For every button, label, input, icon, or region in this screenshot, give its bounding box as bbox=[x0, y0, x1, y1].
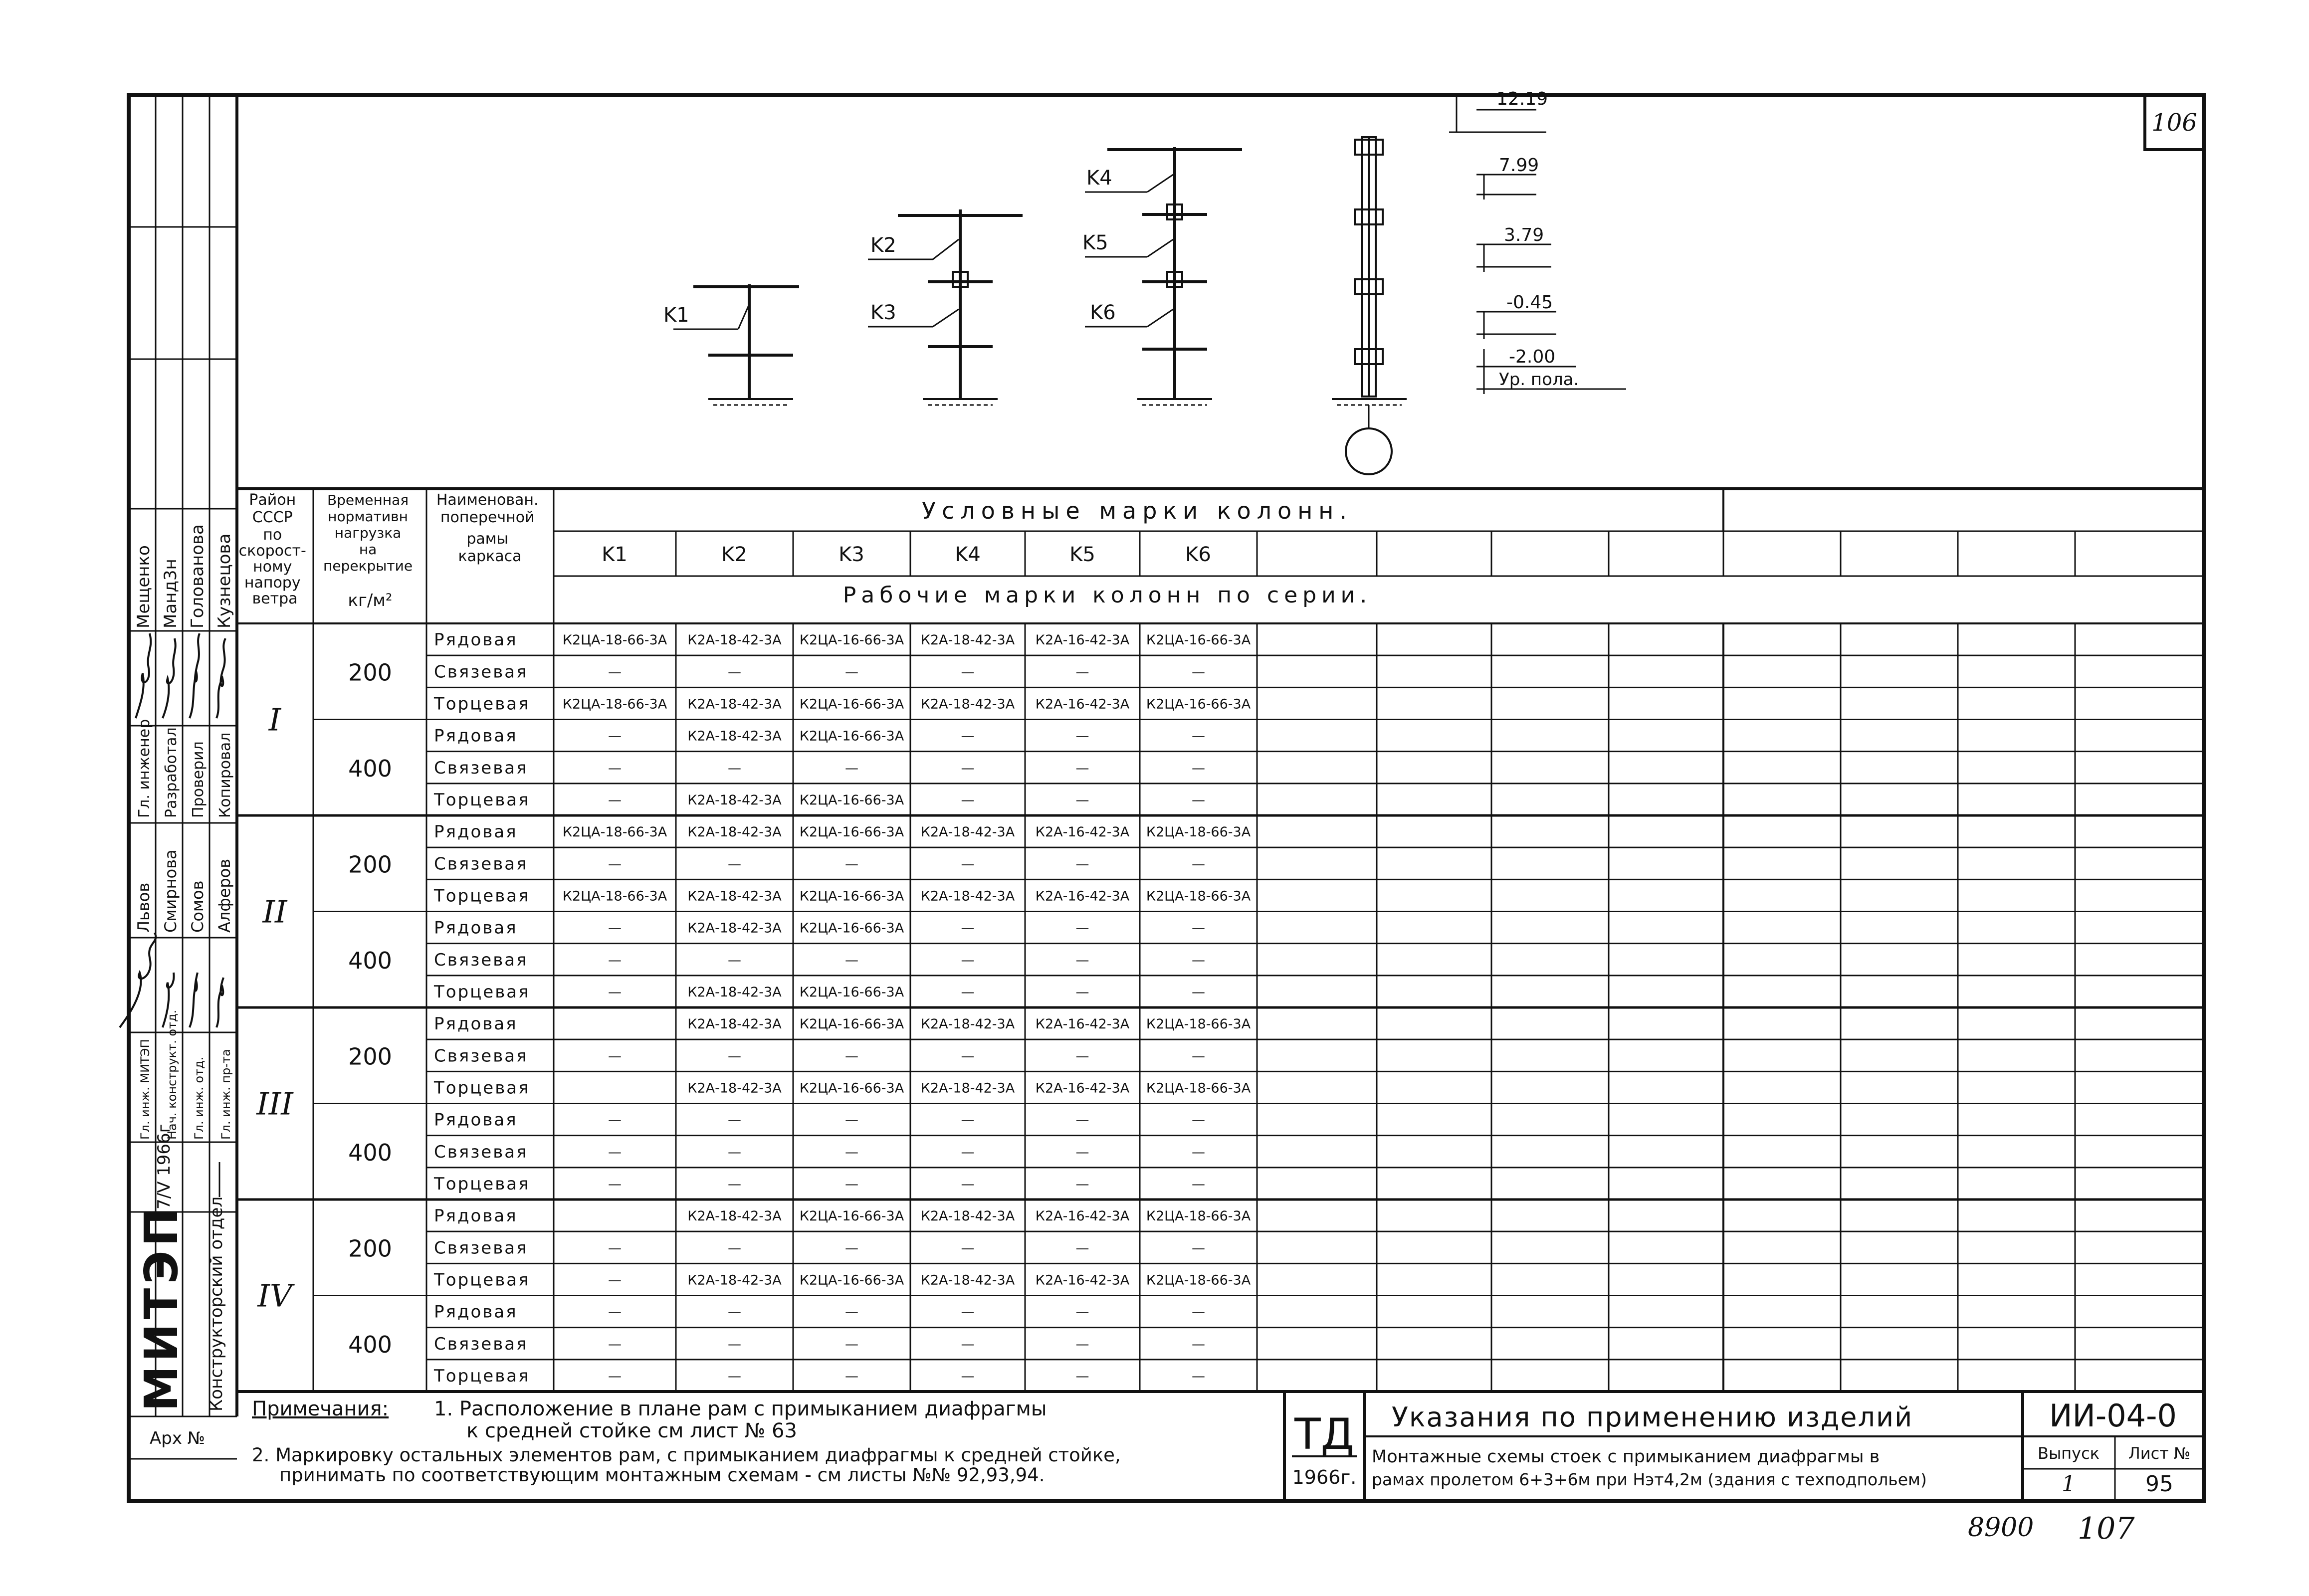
elevation-marker-circle bbox=[1346, 428, 1392, 474]
name-mid-1: Смирнова bbox=[161, 849, 180, 933]
column-mark-cell: — bbox=[728, 1048, 741, 1064]
frame-type-cell: Торцевая bbox=[434, 790, 530, 810]
column-mark-cell: К2А-18-42-3А bbox=[687, 824, 782, 840]
column-mark-cell: — bbox=[728, 760, 741, 776]
column-mark-cell: К2ЦА-18-66-3А bbox=[1146, 1208, 1251, 1224]
title-block bbox=[1284, 1392, 2204, 1501]
column-mark-cell: — bbox=[1192, 856, 1205, 872]
frame-type-cell: Торцевая bbox=[434, 1174, 530, 1194]
column-mark-cell: — bbox=[961, 1176, 975, 1192]
column-mark-cell: — bbox=[961, 984, 975, 1000]
frame-type-cell: Торцевая bbox=[434, 1078, 530, 1098]
column-mark-cell: — bbox=[1075, 952, 1089, 968]
title-sub-1: Монтажные схемы стоек с примыканием диафрагмы в bbox=[1372, 1447, 1880, 1467]
role-0: Гл. инженер bbox=[136, 719, 153, 818]
frame-type-cell: Рядовая bbox=[434, 726, 518, 746]
column-mark-cell: — bbox=[845, 856, 858, 872]
role-3: Копировал bbox=[216, 732, 234, 818]
note2-b: принимать по соответствующим монтажным схемам - см листы №№ 92,93,94. bbox=[279, 1464, 1045, 1486]
header-col1: Район СССР по скорост- ному напору ветра bbox=[238, 491, 306, 607]
load-value: 400 bbox=[348, 1331, 392, 1358]
column-mark-cell: К2ЦА-16-66-3А bbox=[799, 1208, 904, 1224]
frame-type-cell: Торцевая bbox=[434, 1270, 530, 1290]
column-mark-cell: — bbox=[1075, 760, 1089, 776]
frame-type-cell: Связевая bbox=[434, 758, 528, 778]
column-mark-cell: — bbox=[1075, 664, 1089, 680]
column-mark-cell: К2А-18-42-3А bbox=[920, 888, 1015, 904]
column-mark-cell: — bbox=[608, 856, 622, 872]
bottom-number-1: 8900 bbox=[1968, 1513, 2034, 1543]
column-mark-cell: К2ЦА-16-66-3А bbox=[799, 632, 904, 648]
column-mark-cell: — bbox=[961, 1048, 975, 1064]
label-k4: K4 bbox=[1086, 167, 1112, 190]
column-mark-cell: — bbox=[608, 952, 622, 968]
issue-label: Выпуск bbox=[2038, 1444, 2099, 1463]
role-mid-2: Гл. инж. отд. bbox=[192, 1056, 206, 1140]
frame-type-cell: Торцевая bbox=[434, 982, 530, 1002]
column-mark-cell: — bbox=[728, 1336, 741, 1352]
role-2: Проверил bbox=[190, 741, 207, 818]
column-mark-cell: — bbox=[845, 952, 858, 968]
column-mark-cell: — bbox=[961, 792, 975, 808]
frame-type-cell: Рядовая bbox=[434, 630, 518, 650]
column-mark-cell: — bbox=[845, 1176, 858, 1192]
column-mark-cell: — bbox=[1192, 984, 1205, 1000]
column-mark-cell: — bbox=[728, 1112, 741, 1128]
role-mid-0: Гл. инж. МИТЭП bbox=[138, 1039, 152, 1140]
column-mark-cell: К2А-18-42-3А bbox=[687, 632, 782, 648]
column-mark-cell: — bbox=[608, 1272, 622, 1288]
frame-type-cell: Рядовая bbox=[434, 1206, 518, 1226]
column-mark-cell: — bbox=[961, 1112, 975, 1128]
column-mark-cell: — bbox=[1192, 792, 1205, 808]
frame-type-cell: Торцевая bbox=[434, 1366, 530, 1386]
column-mark-cell: К2ЦА-16-66-3А bbox=[799, 1272, 904, 1288]
column-mark-cell: — bbox=[1192, 1048, 1205, 1064]
column-mark-cell: К2А-18-42-3А bbox=[687, 1016, 782, 1032]
column-mark-cell: К2ЦА-16-66-3А bbox=[1146, 696, 1251, 712]
logo-td: ТД bbox=[1294, 1409, 1354, 1459]
column-mark-cell: К2А-18-42-3А bbox=[687, 984, 782, 1000]
column-mark-cell: — bbox=[961, 664, 975, 680]
frame-type-cell: Связевая bbox=[434, 662, 528, 682]
frame-type-cell: Рядовая bbox=[434, 1110, 518, 1130]
frame-type-cell: Связевая bbox=[434, 1238, 528, 1258]
level-0: 12.19 bbox=[1496, 89, 1548, 109]
column-mark-cell: — bbox=[845, 1048, 858, 1064]
level-marks bbox=[1449, 89, 1626, 394]
signature-7 bbox=[190, 973, 198, 1027]
name-top-1: Манд3н bbox=[161, 559, 181, 628]
level-3: -0.45 bbox=[1506, 292, 1553, 313]
region-number: I bbox=[268, 701, 281, 738]
column-mark-cell: К2А-18-42-3А bbox=[920, 1080, 1015, 1096]
label-k5: K5 bbox=[1082, 231, 1108, 254]
region-number: II bbox=[262, 893, 287, 930]
column-mark-cell: — bbox=[1192, 1336, 1205, 1352]
column-mark-cell: — bbox=[1192, 952, 1205, 968]
column-mark-cell: — bbox=[608, 1304, 622, 1320]
role-mid-3: Гл. инж. пр-та bbox=[219, 1049, 233, 1140]
column-mark-cell: К2А-18-42-3А bbox=[687, 792, 782, 808]
column-mark-cell: — bbox=[728, 1144, 741, 1160]
frame-k4-k5-k6 bbox=[1082, 147, 1242, 405]
title-sub-2: рамах пролетом 6+3+6м при Hэт4,2м (здания с техподпольем) bbox=[1372, 1470, 1927, 1489]
column-mark-cell: — bbox=[961, 1144, 975, 1160]
column-mark-cell: — bbox=[608, 1336, 622, 1352]
column-mark-cell: — bbox=[961, 1336, 975, 1352]
column-mark-cell: — bbox=[1075, 1304, 1089, 1320]
column-mark-cell: К2А-18-42-3А bbox=[687, 728, 782, 744]
header-col3: Наименован. поперечной рамы каркаса bbox=[436, 491, 539, 565]
column-mark-cell: — bbox=[608, 760, 622, 776]
column-mark-cell: — bbox=[845, 1144, 858, 1160]
level-5: Ур. пола. bbox=[1499, 370, 1579, 390]
left-strip bbox=[120, 95, 237, 1459]
column-mark-cell: — bbox=[728, 1240, 741, 1256]
note1-b: к средней стойке см лист № 63 bbox=[466, 1419, 797, 1442]
column-mark-cell: К2ЦА-18-66-3А bbox=[562, 696, 667, 712]
frame-type-cell: Рядовая bbox=[434, 1302, 518, 1322]
column-mark-cell: — bbox=[728, 952, 741, 968]
column-mark-cell: — bbox=[1192, 728, 1205, 744]
column-mark-cell: — bbox=[845, 1240, 858, 1256]
column-mark-cell: К2А-18-42-3А bbox=[687, 888, 782, 904]
column-mark-cell: К2А-16-42-3А bbox=[1035, 632, 1130, 648]
column-mark-cell: К2А-16-42-3А bbox=[1035, 1272, 1130, 1288]
load-value: 200 bbox=[348, 1235, 392, 1262]
column-mark-cell: — bbox=[608, 1048, 622, 1064]
column-mark-cell: — bbox=[1075, 1144, 1089, 1160]
column-mark-cell: К2А-16-42-3А bbox=[1035, 696, 1130, 712]
name-mid-0: Львов bbox=[134, 882, 153, 933]
column-elevation bbox=[1332, 137, 1407, 474]
column-mark-cell: К2А-18-42-3А bbox=[687, 1080, 782, 1096]
column-mark-cell: К2ЦА-16-66-3А bbox=[799, 1080, 904, 1096]
column-mark-cell: К2ЦА-18-66-3А bbox=[562, 824, 667, 840]
column-mark-cell: К2ЦА-18-66-3А bbox=[1146, 1080, 1251, 1096]
column-mark-cell: К2А-18-42-3А bbox=[920, 1272, 1015, 1288]
column-mark-cell: — bbox=[728, 664, 741, 680]
frame-type-cell: Связевая bbox=[434, 1046, 528, 1066]
label-k6: K6 bbox=[1090, 301, 1116, 324]
load-value: 200 bbox=[348, 659, 392, 686]
column-mark-cell: К2А-16-42-3А bbox=[1035, 824, 1130, 840]
column-mark-cell: — bbox=[1192, 664, 1205, 680]
frame-type-cell: Торцевая bbox=[434, 886, 530, 906]
title-main: Указания по применению изделий bbox=[1392, 1401, 1913, 1433]
column-mark-cell: — bbox=[1075, 1112, 1089, 1128]
group-title: Условные марки колонн. bbox=[922, 497, 1353, 524]
signature-4 bbox=[216, 638, 225, 718]
column-mark-cell: — bbox=[961, 1368, 975, 1384]
column-mark-cell: К2А-16-42-3А bbox=[1035, 1080, 1130, 1096]
column-mark-cell: К2ЦА-16-66-3А bbox=[799, 696, 904, 712]
column-mark-cell: — bbox=[1075, 1176, 1089, 1192]
column-mark-cell: К2ЦА-18-66-3А bbox=[562, 888, 667, 904]
column-mark-cell: К2ЦА-16-66-3А bbox=[799, 984, 904, 1000]
sheet-number: 95 bbox=[2145, 1471, 2173, 1497]
column-mark-cell: — bbox=[845, 1336, 858, 1352]
frame-type-cell: Связевая bbox=[434, 854, 528, 874]
frame-type-cell: Рядовая bbox=[434, 1014, 518, 1034]
frame-k1 bbox=[663, 284, 799, 405]
table-subtitle: Рабочие марки колонн по серии. bbox=[842, 583, 1372, 608]
column-mark-cell: — bbox=[608, 1112, 622, 1128]
column-mark-cell: К2А-18-42-3А bbox=[687, 696, 782, 712]
dept-name: Конструкторский отдел bbox=[207, 1196, 226, 1411]
column-mark-cell: — bbox=[845, 664, 858, 680]
mark-k1: K1 bbox=[602, 543, 628, 566]
document-code: ИИ-04-0 bbox=[2049, 1397, 2177, 1434]
column-mark-cell: — bbox=[1075, 792, 1089, 808]
column-mark-cell: К2А-18-42-3А bbox=[687, 1272, 782, 1288]
column-mark-cell: — bbox=[961, 856, 975, 872]
role-1: Разработал bbox=[163, 727, 180, 818]
column-mark-cell: К2А-18-42-3А bbox=[920, 824, 1015, 840]
column-mark-cell: — bbox=[845, 1368, 858, 1384]
load-value: 400 bbox=[348, 947, 392, 974]
column-mark-cell: — bbox=[1192, 760, 1205, 776]
note1-a: 1. Расположение в плане рам с примыканием диафрагмы bbox=[434, 1397, 1047, 1420]
column-mark-cell: К2ЦА-16-66-3А bbox=[799, 792, 904, 808]
table-body bbox=[237, 630, 2204, 1392]
column-mark-cell: — bbox=[1192, 1368, 1205, 1384]
column-mark-cell: — bbox=[608, 1144, 622, 1160]
column-mark-cell: — bbox=[1192, 920, 1205, 936]
label-k2: K2 bbox=[870, 234, 896, 257]
column-mark-cell: К2ЦА-18-66-3А bbox=[562, 632, 667, 648]
sheet-label: Лист № bbox=[2128, 1444, 2191, 1463]
frame-type-cell: Связевая bbox=[434, 950, 528, 970]
column-mark-cell: — bbox=[608, 920, 622, 936]
column-mark-cell: К2А-18-42-3А bbox=[920, 1016, 1015, 1032]
column-mark-cell: К2ЦА-16-66-3А bbox=[799, 888, 904, 904]
org-name: МИТЭП bbox=[135, 1204, 188, 1411]
column-mark-cell: — bbox=[1075, 1048, 1089, 1064]
mark-k5: K5 bbox=[1069, 543, 1095, 566]
name-top-2: Голованова bbox=[188, 524, 208, 628]
signature-8 bbox=[216, 978, 223, 1027]
column-mark-cell: — bbox=[728, 1176, 741, 1192]
column-mark-cell: — bbox=[961, 1240, 975, 1256]
column-mark-cell: К2А-18-42-3А bbox=[920, 632, 1015, 648]
column-mark-cell: — bbox=[961, 760, 975, 776]
column-mark-cell: К2А-18-42-3А bbox=[920, 1208, 1015, 1224]
region-number: III bbox=[256, 1085, 293, 1122]
issue-number: 1 bbox=[2062, 1471, 2076, 1497]
notes-heading: Примечания: bbox=[252, 1397, 389, 1420]
column-mark-cell: К2А-16-42-3А bbox=[1035, 888, 1130, 904]
sheet-number-top: 106 bbox=[2151, 109, 2197, 137]
mark-k3: K3 bbox=[839, 543, 864, 566]
column-mark-cell: — bbox=[1075, 920, 1089, 936]
column-mark-cell: — bbox=[1192, 1304, 1205, 1320]
date: 7/V 1966г bbox=[154, 1124, 174, 1209]
column-mark-cell: К2ЦА-18-66-3А bbox=[1146, 1272, 1251, 1288]
column-mark-cell: К2А-18-42-3А bbox=[687, 920, 782, 936]
column-mark-cell: — bbox=[1075, 1368, 1089, 1384]
name-top-0: Мещенко bbox=[134, 545, 154, 628]
column-mark-cell: К2А-18-42-3А bbox=[687, 1208, 782, 1224]
level-4: -2.00 bbox=[1509, 347, 1556, 367]
column-mark-cell: К2ЦА-16-66-3А bbox=[799, 1016, 904, 1032]
load-value: 400 bbox=[348, 755, 392, 782]
column-mark-cell: — bbox=[845, 1304, 858, 1320]
load-value: 200 bbox=[348, 851, 392, 878]
frame-k2-k3 bbox=[868, 209, 1023, 405]
column-mark-cell: К2ЦА-16-66-3А bbox=[799, 728, 904, 744]
column-mark-cell: — bbox=[1075, 1336, 1089, 1352]
name-mid-2: Сомов bbox=[188, 880, 207, 933]
column-mark-cell: — bbox=[608, 1240, 622, 1256]
column-mark-cell: — bbox=[1075, 728, 1089, 744]
mark-k6: K6 bbox=[1185, 543, 1211, 566]
column-mark-cell: — bbox=[845, 1112, 858, 1128]
note2-a: 2. Маркировку остальных элементов рам, с примыканием диафрагмы к средней стойке, bbox=[252, 1444, 1121, 1466]
load-value: 400 bbox=[348, 1139, 392, 1166]
frame-diagrams bbox=[663, 89, 1626, 474]
column-mark-cell: К2А-16-42-3А bbox=[1035, 1016, 1130, 1032]
column-mark-cell: — bbox=[728, 1304, 741, 1320]
title-year: 1966г. bbox=[1292, 1466, 1357, 1488]
column-mark-cell: — bbox=[608, 792, 622, 808]
mark-k4: K4 bbox=[955, 543, 981, 566]
column-mark-cell: К2ЦА-18-66-3А bbox=[1146, 1016, 1251, 1032]
role-mid-1: Нач. конструкт. отд. bbox=[165, 1009, 179, 1140]
label-k1: K1 bbox=[663, 304, 689, 327]
frame-type-cell: Связевая bbox=[434, 1334, 528, 1354]
column-mark-cell: — bbox=[961, 952, 975, 968]
signature-3 bbox=[190, 633, 200, 718]
frame-type-cell: Рядовая bbox=[434, 822, 518, 842]
column-mark-cell: — bbox=[728, 1368, 741, 1384]
bottom-number-2: 107 bbox=[2078, 1511, 2135, 1546]
column-mark-cell: — bbox=[608, 1176, 622, 1192]
frame-type-cell: Рядовая bbox=[434, 918, 518, 938]
column-mark-cell: К2А-16-42-3А bbox=[1035, 1208, 1130, 1224]
column-mark-cell: — bbox=[1192, 1176, 1205, 1192]
column-mark-cell: — bbox=[1075, 856, 1089, 872]
column-mark-cell: — bbox=[1075, 984, 1089, 1000]
column-mark-cell: К2ЦА-18-66-3А bbox=[1146, 824, 1251, 840]
column-marks-table bbox=[237, 489, 2204, 1392]
notes bbox=[252, 1397, 1121, 1486]
column-mark-cell: — bbox=[608, 664, 622, 680]
signature-5 bbox=[120, 933, 156, 1027]
column-mark-cell: — bbox=[961, 728, 975, 744]
header-col2: Временная нормативн нагрузка на перекрытие кг/м² bbox=[323, 492, 413, 610]
region-number: IV bbox=[257, 1277, 292, 1314]
signature-2 bbox=[163, 638, 176, 718]
load-value: 200 bbox=[348, 1043, 392, 1070]
mark-k2: K2 bbox=[721, 543, 747, 566]
column-mark-cell: К2ЦА-16-66-3А bbox=[1146, 632, 1251, 648]
column-mark-cell: К2ЦА-16-66-3А bbox=[799, 920, 904, 936]
archive-label: Арх № bbox=[150, 1428, 206, 1448]
column-mark-cell: — bbox=[728, 856, 741, 872]
level-2: 3.79 bbox=[1504, 225, 1544, 245]
column-mark-cell: — bbox=[1192, 1112, 1205, 1128]
column-mark-cell: К2ЦА-18-66-3А bbox=[1146, 888, 1251, 904]
frame-type-cell: Связевая bbox=[434, 1142, 528, 1162]
label-k3: K3 bbox=[870, 301, 896, 324]
column-mark-cell: — bbox=[961, 1304, 975, 1320]
name-mid-3: Алферов bbox=[215, 858, 234, 933]
column-mark-cell: — bbox=[961, 920, 975, 936]
column-mark-cell: — bbox=[608, 728, 622, 744]
column-mark-cell: — bbox=[845, 760, 858, 776]
column-mark-cell: К2А-18-42-3А bbox=[920, 696, 1015, 712]
column-mark-cell: — bbox=[608, 984, 622, 1000]
column-mark-cell: — bbox=[1075, 1240, 1089, 1256]
column-mark-cell: — bbox=[608, 1368, 622, 1384]
column-mark-cell: — bbox=[1192, 1240, 1205, 1256]
signature-1 bbox=[136, 633, 151, 718]
name-top-3: Кузнецова bbox=[214, 533, 234, 628]
column-mark-cell: — bbox=[1192, 1144, 1205, 1160]
frame-type-cell: Торцевая bbox=[434, 694, 530, 714]
level-1: 7.99 bbox=[1499, 155, 1539, 176]
column-mark-cell: К2ЦА-16-66-3А bbox=[799, 824, 904, 840]
